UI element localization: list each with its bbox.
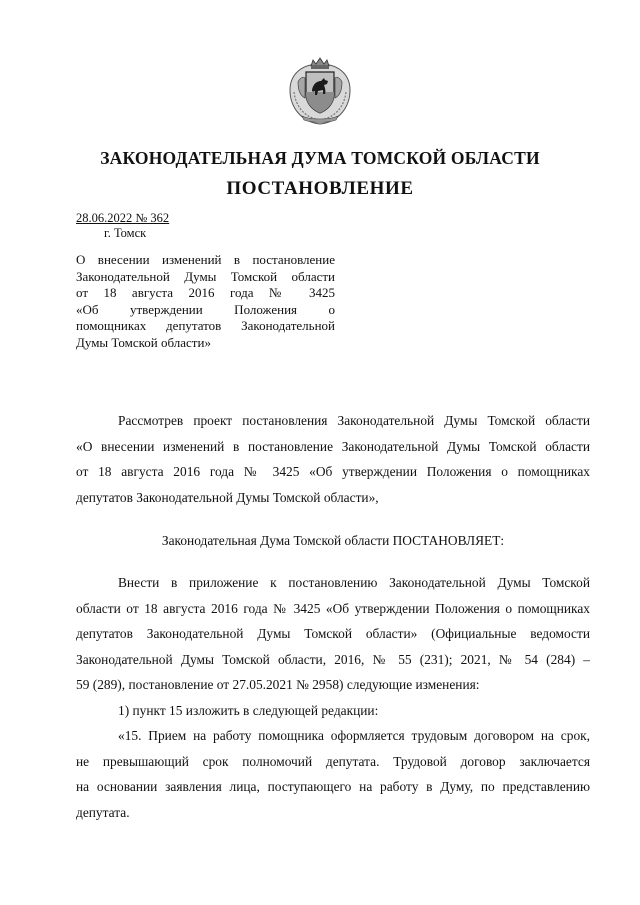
organization-title: ЗАКОНОДАТЕЛЬНАЯ ДУМА ТОМСКОЙ ОБЛАСТИ bbox=[100, 148, 540, 168]
coat-of-arms-icon bbox=[284, 56, 356, 128]
paragraph-line: от 18 августа 2016 года № 3425 «Об утверждении Положения о помощниках bbox=[76, 464, 590, 479]
paragraph-line: депутатов Законодательной Думы Томской области» (Официальные ведомости bbox=[76, 626, 590, 641]
paragraph-line: Законодательной Думы Томской области, 2016, № 55 (231); 2021, № 54 (284) – bbox=[76, 651, 590, 667]
paragraph-line: депутатов Законодательной Думы Томской области», bbox=[76, 489, 379, 505]
document-type: ПОСТАНОВЛЕНИЕ bbox=[226, 178, 414, 199]
document-subject bbox=[76, 252, 335, 351]
subject-line: Законодательной Думы Томской области bbox=[76, 268, 335, 284]
paragraph-line: не превышающий срок полномочий депутата. Трудовой договор заключается bbox=[76, 753, 590, 769]
paragraph-line: 59 (289), постановление от 27.05.2021 № 2958) следующие изменения: bbox=[76, 677, 480, 692]
document-date-number: 28.06.2022 № 362 bbox=[76, 211, 170, 225]
tomsk-coat-of-arms-icon bbox=[284, 56, 356, 128]
paragraph-line: Внести в приложение к постановлению Законодательной Думы Томской bbox=[118, 575, 590, 590]
subject-line: «Об утверждении Положения о bbox=[76, 301, 335, 317]
subject-line: Думы Томской области» bbox=[76, 334, 211, 350]
document-city: г. Томск bbox=[104, 226, 147, 240]
subject-line: помощниках депутатов Законодательной bbox=[76, 318, 335, 333]
subject-line: от 18 августа 2016 года № 3425 bbox=[76, 285, 335, 300]
paragraph-line: депутата. bbox=[76, 804, 130, 820]
paragraph-line: «15. Прием на работу помощника оформляется трудовым договором на срок, bbox=[118, 728, 590, 743]
amendments-paragraph bbox=[76, 570, 590, 825]
paragraph-line: 1) пункт 15 изложить в следующей редакции: bbox=[118, 702, 379, 718]
resolution-statement bbox=[76, 528, 590, 554]
paragraph-line: на основании заявления лица, поступающего на работу в Думу, по представлению bbox=[76, 779, 590, 794]
paragraph-line: Законодательная Дума Томской области ПОСТАНОВЛЯЕТ: bbox=[161, 533, 505, 548]
paragraph-line: Рассмотрев проект постановления Законодательной Думы Томской области bbox=[118, 413, 590, 428]
preamble-paragraph bbox=[76, 408, 590, 510]
subject-line: О внесении изменений в постановление bbox=[76, 252, 335, 267]
paragraph-line: области от 18 августа 2016 года № 3425 «Об утверждении Положения о помощниках bbox=[76, 600, 590, 616]
paragraph-line: «О внесении изменений в постановление Законодательной Думы Томской области bbox=[76, 438, 590, 454]
